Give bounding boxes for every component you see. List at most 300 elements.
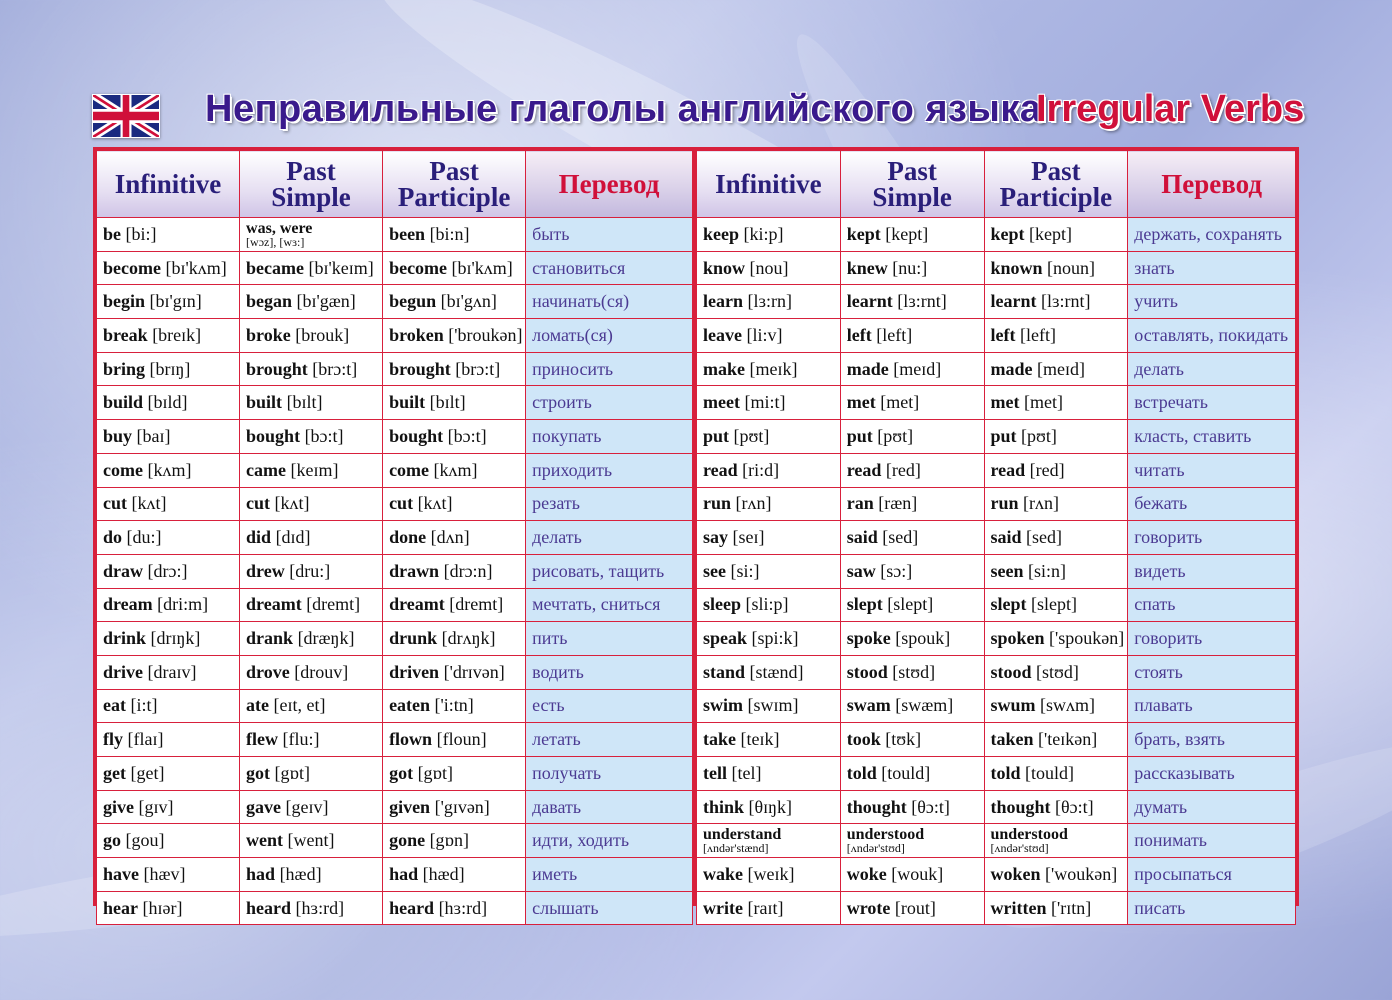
past-simple-cell (840, 689, 984, 723)
verb-form: cut (246, 493, 271, 514)
header-translation: Перевод (1128, 151, 1296, 218)
transcription: [tʊk] (885, 729, 922, 750)
table-row (697, 622, 1296, 656)
past-participle-cell (984, 858, 1128, 892)
translation-cell: становиться (526, 251, 693, 285)
verb-form: understood (846, 826, 925, 844)
verb-form: put (990, 425, 1017, 446)
transcription: ['drɪvən] (443, 661, 505, 682)
transcription: [flu:] (282, 729, 320, 750)
table-row (97, 420, 693, 454)
infinitive-cell (97, 757, 240, 791)
infinitive-cell (97, 554, 240, 588)
verb-form: begun (389, 291, 437, 312)
verb-form: drank (246, 628, 294, 649)
translation-cell: спать (1128, 588, 1296, 622)
verb-form: known (990, 257, 1043, 278)
translation-cell: просыпаться (1128, 858, 1296, 892)
transcription: [hɜ:rd] (295, 897, 345, 918)
table-row (97, 251, 693, 285)
past-participle-cell (383, 521, 526, 555)
verb-form: draw (103, 560, 143, 581)
transcription: [bɪ'kʌm] (165, 257, 227, 278)
transcription: [ræn] (878, 493, 918, 514)
table-row (97, 588, 693, 622)
transcription: [si:n] (1028, 560, 1066, 581)
verb-form: stand (703, 661, 746, 682)
verb-form: become (103, 257, 161, 278)
translation-cell: писать (1128, 891, 1296, 925)
infinitive-cell (697, 757, 841, 791)
infinitive-cell (97, 521, 240, 555)
verb-form: thought (990, 796, 1051, 817)
past-participle-cell (984, 689, 1128, 723)
infinitive-cell (97, 622, 240, 656)
verb-form: driven (389, 661, 440, 682)
infinitive-cell (697, 285, 841, 319)
translation-cell: мечтать, сниться (526, 588, 693, 622)
past-participle-cell (984, 386, 1128, 420)
transcription: [bɔ:t] (304, 425, 344, 446)
infinitive-cell (97, 251, 240, 285)
verb-form: see (703, 560, 726, 581)
past-participle-cell (383, 858, 526, 892)
transcription: [nou] (749, 257, 789, 278)
past-simple-cell (840, 251, 984, 285)
verb-form: sleep (703, 594, 741, 615)
irregular-verbs-table (93, 147, 1299, 918)
past-simple-cell (240, 386, 383, 420)
transcription: [noun] (1047, 257, 1096, 278)
past-simple-cell (840, 790, 984, 824)
verb-form: understand (703, 826, 782, 844)
transcription: [bɪ'keɪm] (308, 257, 374, 278)
verb-form: stood (846, 661, 888, 682)
verb-form: left (990, 324, 1016, 345)
verb-form: did (246, 527, 272, 548)
infinitive-cell (697, 689, 841, 723)
verb-form: run (703, 493, 732, 514)
table-row (697, 251, 1296, 285)
verb-form: read (703, 459, 738, 480)
infinitive-cell (97, 218, 240, 252)
past-simple-cell (840, 487, 984, 521)
past-participle-cell (383, 790, 526, 824)
table-row (97, 757, 693, 791)
transcription: [pʊt] (733, 425, 770, 446)
verb-form: learnt (990, 291, 1037, 312)
table-row (97, 319, 693, 353)
past-simple-cell (240, 420, 383, 454)
table-row (697, 723, 1296, 757)
verb-form: made (990, 358, 1033, 379)
past-simple-cell (240, 723, 383, 757)
translation-cell: понимать (1128, 824, 1296, 858)
verb-form: buy (103, 425, 133, 446)
past-simple-cell (240, 352, 383, 386)
past-participle-cell (383, 824, 526, 858)
translation-cell: давать (526, 790, 693, 824)
transcription: [seɪ] (732, 527, 765, 548)
transcription: [get] (130, 762, 165, 783)
translation-cell: бежать (1128, 487, 1296, 521)
verb-form: do (103, 527, 123, 548)
transcription: [drɔ:] (147, 560, 188, 581)
verb-form: heard (246, 897, 292, 918)
transcription: [θɔ:t] (911, 796, 950, 817)
past-simple-cell (240, 285, 383, 319)
infinitive-cell (697, 386, 841, 420)
past-simple-cell (240, 319, 383, 353)
verbs-table-left (96, 150, 696, 918)
transcription: [kʌm] (147, 459, 192, 480)
page-title-russian: Неправильные глаголы английского языка (205, 88, 1042, 130)
verb-form: slept (990, 594, 1027, 615)
transcription: [ki:p] (743, 223, 784, 244)
table-row (97, 352, 693, 386)
verb-form: broken (389, 324, 444, 345)
table-row (697, 757, 1296, 791)
infinitive-cell (697, 824, 841, 858)
header-past-participle: Past Participle (984, 151, 1128, 218)
translation-cell: держать, сохранять (1128, 218, 1296, 252)
transcription: [draɪv] (147, 661, 197, 682)
table-row (697, 453, 1296, 487)
verb-form: drink (103, 628, 147, 649)
infinitive-cell (97, 420, 240, 454)
verb-form: learnt (846, 291, 893, 312)
verb-form: was, were (246, 219, 313, 237)
transcription: [left] (1019, 324, 1056, 345)
table-row (97, 487, 693, 521)
verb-form: be (103, 223, 121, 244)
infinitive-cell (97, 858, 240, 892)
transcription: [teɪk] (740, 729, 780, 750)
transcription: [eɪt, et] (273, 695, 326, 716)
transcription: [drouv] (294, 661, 349, 682)
past-participle-cell (984, 622, 1128, 656)
transcription: ['rɪtn] (1050, 897, 1092, 918)
past-participle-cell (984, 723, 1128, 757)
transcription: [keɪm] (290, 459, 339, 480)
transcription: [lɜ:rnt] (1040, 291, 1091, 312)
verb-form: taken (990, 729, 1034, 750)
verb-form: kept (990, 223, 1025, 244)
verb-form: woken (990, 863, 1041, 884)
transcription: [hɜ:rd] (438, 897, 488, 918)
verb-form: went (246, 830, 284, 851)
transcription: [bɔ:t] (447, 425, 487, 446)
verb-form: had (246, 863, 276, 884)
past-participle-cell (984, 824, 1128, 858)
verb-form: drunk (389, 628, 438, 649)
verb-form: cut (389, 493, 414, 514)
transcription: [gɪv] (138, 796, 174, 817)
transcription: [sɔ:] (880, 560, 913, 581)
past-participle-cell (984, 757, 1128, 791)
transcription: [bɪ'gʌn] (440, 291, 497, 312)
transcription: [meɪk] (749, 358, 798, 379)
verbs-body-right (697, 218, 1296, 925)
verb-form: left (846, 324, 872, 345)
infinitive-cell (97, 689, 240, 723)
infinitive-cell (97, 386, 240, 420)
transcription: [dremt] (449, 594, 504, 615)
verb-form: been (389, 223, 426, 244)
transcription: [swʌm] (1040, 695, 1096, 716)
transcription: [bɪ'kʌm] (451, 257, 513, 278)
table-row (697, 218, 1296, 252)
past-participle-cell (383, 218, 526, 252)
transcription: [geɪv] (285, 796, 329, 817)
verb-form: bought (246, 425, 301, 446)
past-participle-cell (984, 554, 1128, 588)
transcription: [lɜ:rnt] (897, 291, 947, 312)
infinitive-cell (97, 487, 240, 521)
translation-cell: брать, взять (1128, 723, 1296, 757)
infinitive-cell (697, 521, 841, 555)
transcription: [kept] (1029, 223, 1072, 244)
verb-form: took (846, 729, 881, 750)
transcription: [rout] (894, 897, 936, 918)
verb-form: hear (103, 897, 138, 918)
table-row (97, 824, 693, 858)
verb-form: became (246, 257, 305, 278)
past-simple-cell (840, 285, 984, 319)
past-simple-cell (840, 757, 984, 791)
transcription: ['teɪkən] (1038, 729, 1098, 750)
verb-form: dream (103, 594, 153, 615)
table-row (697, 319, 1296, 353)
past-participle-cell (984, 453, 1128, 487)
table-row (97, 858, 693, 892)
table-row (697, 487, 1296, 521)
transcription: ['gɪvən] (434, 796, 490, 817)
table-row (97, 723, 693, 757)
verb-form: written (990, 897, 1047, 918)
verb-form: drawn (389, 560, 440, 581)
past-simple-cell (240, 858, 383, 892)
header-past-participle: Past Participle (383, 151, 526, 218)
past-participle-cell (984, 218, 1128, 252)
verb-form: build (103, 392, 144, 413)
verb-form: dreamt (246, 594, 302, 615)
past-simple-cell (840, 453, 984, 487)
table-row (697, 588, 1296, 622)
transcription: [sed] (1026, 527, 1063, 548)
table-row (97, 285, 693, 319)
table-row (97, 453, 693, 487)
translation-cell: резать (526, 487, 693, 521)
table-row (697, 824, 1296, 858)
transcription: [bi:] (125, 223, 157, 244)
table-row (97, 790, 693, 824)
table-row (97, 218, 693, 252)
translation-cell: идти, ходить (526, 824, 693, 858)
transcription: [dʌn] (430, 527, 470, 548)
verb-form: get (103, 762, 126, 783)
transcription: [wɔz], [wɜ:] (246, 234, 305, 249)
past-simple-cell (240, 790, 383, 824)
transcription: [kʌt] (417, 493, 453, 514)
translation-cell: летать (526, 723, 693, 757)
infinitive-cell (697, 352, 841, 386)
verb-form: tell (703, 762, 727, 783)
transcription: [tould] (881, 762, 931, 783)
transcription: [ʌndər'stʊd] (846, 841, 905, 856)
infinitive-cell (97, 790, 240, 824)
verb-form: gave (246, 796, 282, 817)
transcription: [dræŋk] (297, 628, 355, 649)
header-infinitive: Infinitive (97, 151, 240, 218)
past-participle-cell (383, 453, 526, 487)
past-participle-cell (984, 352, 1128, 386)
verb-form: spoken (990, 628, 1045, 649)
table-row (97, 554, 693, 588)
transcription: [red] (1029, 459, 1065, 480)
transcription: [baɪ] (136, 425, 171, 446)
verb-form: run (990, 493, 1019, 514)
table-row (97, 891, 693, 925)
verb-form: slept (846, 594, 883, 615)
infinitive-cell (97, 891, 240, 925)
past-simple-cell (840, 824, 984, 858)
transcription: [gɒn] (429, 830, 469, 851)
past-participle-cell (383, 554, 526, 588)
transcription: [i:t] (130, 695, 158, 716)
transcription: [pʊt] (1021, 425, 1057, 446)
verb-form: heard (389, 897, 435, 918)
transcription: [drʌŋk] (441, 628, 496, 649)
infinitive-cell (697, 790, 841, 824)
past-participle-cell (383, 588, 526, 622)
past-participle-cell (984, 588, 1128, 622)
transcription: [rʌn] (735, 493, 772, 514)
infinitive-cell (97, 723, 240, 757)
verb-form: woke (846, 863, 887, 884)
infinitive-cell (97, 655, 240, 689)
past-participle-cell (383, 723, 526, 757)
past-simple-cell (840, 554, 984, 588)
transcription: [tel] (731, 762, 762, 783)
past-simple-cell (240, 757, 383, 791)
uk-flag-icon (92, 94, 160, 138)
table-row (697, 352, 1296, 386)
infinitive-cell (97, 824, 240, 858)
verb-form: learn (703, 291, 743, 312)
infinitive-cell (697, 453, 841, 487)
transcription: [bɪld] (147, 392, 188, 413)
translation-cell: делать (526, 521, 693, 555)
transcription: [hæd] (279, 863, 322, 884)
translation-cell: приходить (526, 453, 693, 487)
past-participle-cell (984, 487, 1128, 521)
verbs-table-right (696, 150, 1296, 918)
transcription: [met] (880, 392, 920, 413)
table-row (697, 689, 1296, 723)
transcription: [swæm] (895, 695, 954, 716)
transcription: [bɪ'gɪn] (149, 291, 202, 312)
past-simple-cell (240, 487, 383, 521)
verb-form: had (389, 863, 419, 884)
verb-form: put (703, 425, 730, 446)
verb-form: built (389, 392, 426, 413)
verb-form: got (389, 762, 414, 783)
verb-form: swam (846, 695, 891, 716)
transcription: [sed] (882, 527, 919, 548)
transcription: [dɪd] (275, 527, 311, 548)
infinitive-cell (697, 723, 841, 757)
verb-form: leave (703, 324, 742, 345)
infinitive-cell (697, 420, 841, 454)
transcription: [hæd] (422, 863, 465, 884)
infinitive-cell (697, 319, 841, 353)
translation-cell: учить (1128, 285, 1296, 319)
verb-form: given (389, 796, 431, 817)
transcription: [kʌt] (131, 493, 167, 514)
verb-form: come (389, 459, 430, 480)
table-row (697, 891, 1296, 925)
translation-cell: видеть (1128, 554, 1296, 588)
past-simple-cell (840, 352, 984, 386)
verb-form: make (703, 358, 745, 379)
transcription: [swɪm] (747, 695, 799, 716)
translation-cell: стоять (1128, 655, 1296, 689)
verb-form: meet (703, 392, 740, 413)
transcription: [lɜ:rn] (747, 291, 793, 312)
table-row (697, 386, 1296, 420)
transcription: [mi:t] (744, 392, 786, 413)
verb-form: built (246, 392, 283, 413)
verb-form: said (846, 527, 878, 548)
transcription: [drɔ:n] (443, 560, 493, 581)
transcription: [li:v] (746, 324, 783, 345)
verb-form: spoke (846, 628, 891, 649)
transcription: [red] (885, 459, 921, 480)
verb-form: give (103, 796, 134, 817)
transcription: [bɪlt] (429, 392, 466, 413)
verb-form: say (703, 527, 729, 548)
past-simple-cell (240, 655, 383, 689)
transcription: [nu:] (892, 257, 928, 278)
past-participle-cell (383, 655, 526, 689)
translation-cell: думать (1128, 790, 1296, 824)
translation-cell: знать (1128, 251, 1296, 285)
translation-cell: пить (526, 622, 693, 656)
verb-form: cut (103, 493, 127, 514)
verb-form: swum (990, 695, 1036, 716)
table-row (97, 386, 693, 420)
infinitive-cell (697, 554, 841, 588)
infinitive-cell (97, 453, 240, 487)
past-simple-cell (840, 218, 984, 252)
infinitive-cell (697, 251, 841, 285)
transcription: [breɪk] (152, 324, 202, 345)
past-simple-cell (240, 453, 383, 487)
verb-form: break (103, 324, 148, 345)
verb-form: read (990, 459, 1026, 480)
verb-form: speak (703, 628, 748, 649)
title-bar (0, 86, 1392, 142)
past-simple-cell (840, 588, 984, 622)
table-row (97, 622, 693, 656)
table-row (697, 521, 1296, 555)
verb-form: kept (846, 223, 881, 244)
verb-form: said (990, 527, 1022, 548)
transcription: ['woukən] (1045, 863, 1118, 884)
header-past-simple: Past Simple (840, 151, 984, 218)
past-simple-cell (840, 420, 984, 454)
